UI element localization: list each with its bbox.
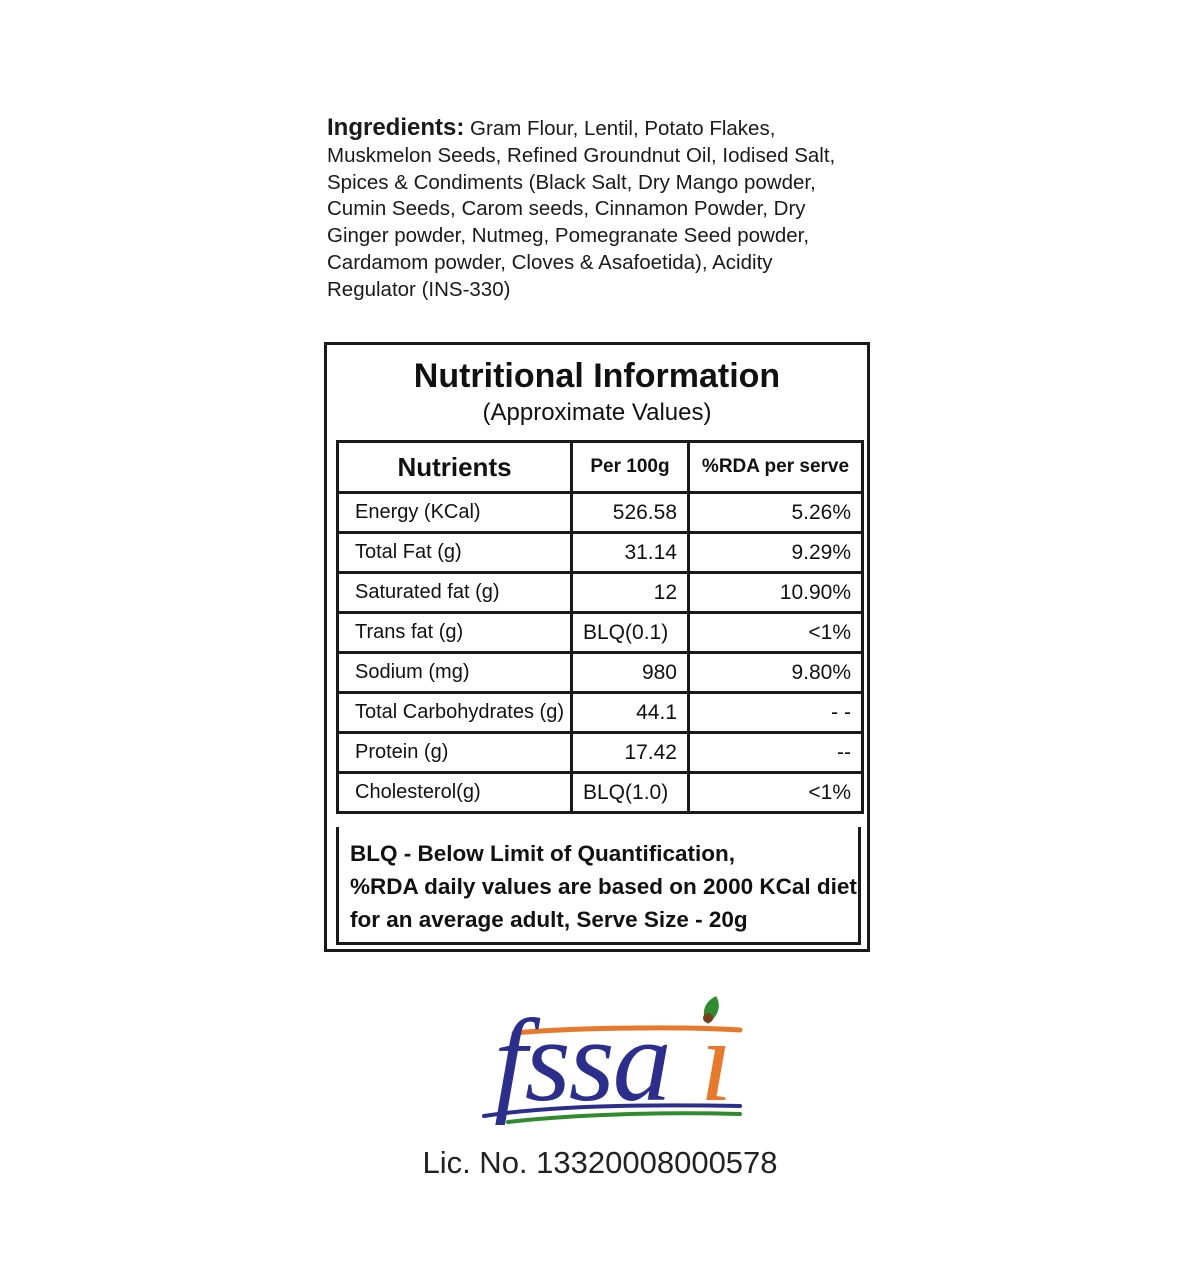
ingredients-line-7: Regulator (INS-330) <box>327 277 511 301</box>
footnote-line-2: %RDA daily values are based on 2000 KCal diet <box>350 874 857 899</box>
table-row <box>338 533 863 573</box>
rda-value: 10.90% <box>689 573 863 613</box>
per-100g-value: 44.1 <box>572 693 689 733</box>
header-nutrients: Nutrients <box>338 442 572 493</box>
rda-value: <1% <box>689 773 863 813</box>
ingredients-heading: Ingredients: <box>327 114 465 141</box>
table-row <box>338 733 863 773</box>
table-row <box>338 773 863 813</box>
per-100g-value: 31.14 <box>572 533 689 573</box>
nutrient-name: Trans fat (g) <box>338 613 572 653</box>
per-100g-value: 980 <box>572 653 689 693</box>
ingredients-line-5: Ginger powder, Nutmeg, Pomegranate Seed powder, <box>327 224 810 248</box>
table-row <box>338 613 863 653</box>
rda-value: 9.80% <box>689 653 863 693</box>
table-row <box>338 653 863 693</box>
table-header-row <box>338 442 863 493</box>
per-100g-value: 17.42 <box>572 733 689 773</box>
footnote-line-1: BLQ - Below Limit of Quantification, <box>350 841 735 866</box>
nutrient-name: Energy (KCal) <box>338 493 572 533</box>
nutrient-name: Total Carbohydrates (g) <box>338 693 572 733</box>
footnote-line-3: for an average adult, Serve Size - 20g <box>350 907 748 932</box>
ingredients-line-6: Cardamom powder, Cloves & Asafoetida), Acidity <box>327 250 773 274</box>
nutrition-title: Nutritional Information <box>413 357 781 395</box>
ingredients-block <box>327 115 897 304</box>
table-row <box>338 573 863 613</box>
table-row <box>338 693 863 733</box>
nutrient-name: Total Fat (g) <box>338 533 572 573</box>
table-row <box>338 493 863 533</box>
svg-text:ı: ı <box>700 995 733 1126</box>
rda-value: - - <box>689 693 863 733</box>
nutrition-subtitle: (Approximate Values) <box>482 399 712 426</box>
ingredients-text: Gram Flour, Lentil, Potato Flakes, <box>470 117 776 140</box>
ingredients-line-4: Cumin Seeds, Carom seeds, Cinnamon Powder, Dry <box>327 197 806 221</box>
nutrition-table <box>336 440 864 814</box>
rda-value: -- <box>689 733 863 773</box>
license-number: Lic. No. 13320008000578 <box>422 1145 778 1180</box>
nutrition-panel <box>324 342 870 952</box>
nutrition-footnote <box>336 827 861 945</box>
rda-value: 5.26% <box>689 493 863 533</box>
rda-value: 9.29% <box>689 533 863 573</box>
rda-value: <1% <box>689 613 863 653</box>
per-100g-value: BLQ(0.1) <box>572 613 689 653</box>
header-per-100g: Per 100g <box>572 442 689 493</box>
fssai-logo <box>478 988 748 1128</box>
per-100g-value: 12 <box>572 573 689 613</box>
header-rda: %RDA per serve <box>689 442 863 493</box>
nutrient-name: Protein (g) <box>338 733 572 773</box>
ingredients-line-3: Spices & Condiments (Black Salt, Dry Mango powder, <box>327 170 816 194</box>
nutrient-name: Cholesterol(g) <box>338 773 572 813</box>
svg-text:fssa: fssa <box>494 995 670 1126</box>
per-100g-value: 526.58 <box>572 493 689 533</box>
per-100g-value: BLQ(1.0) <box>572 773 689 813</box>
ingredients-line-1 <box>327 115 897 143</box>
nutrient-name: Saturated fat (g) <box>338 573 572 613</box>
nutrient-name: Sodium (mg) <box>338 653 572 693</box>
ingredients-line-2: Muskmelon Seeds, Refined Groundnut Oil, Iodised Salt, <box>327 143 836 167</box>
